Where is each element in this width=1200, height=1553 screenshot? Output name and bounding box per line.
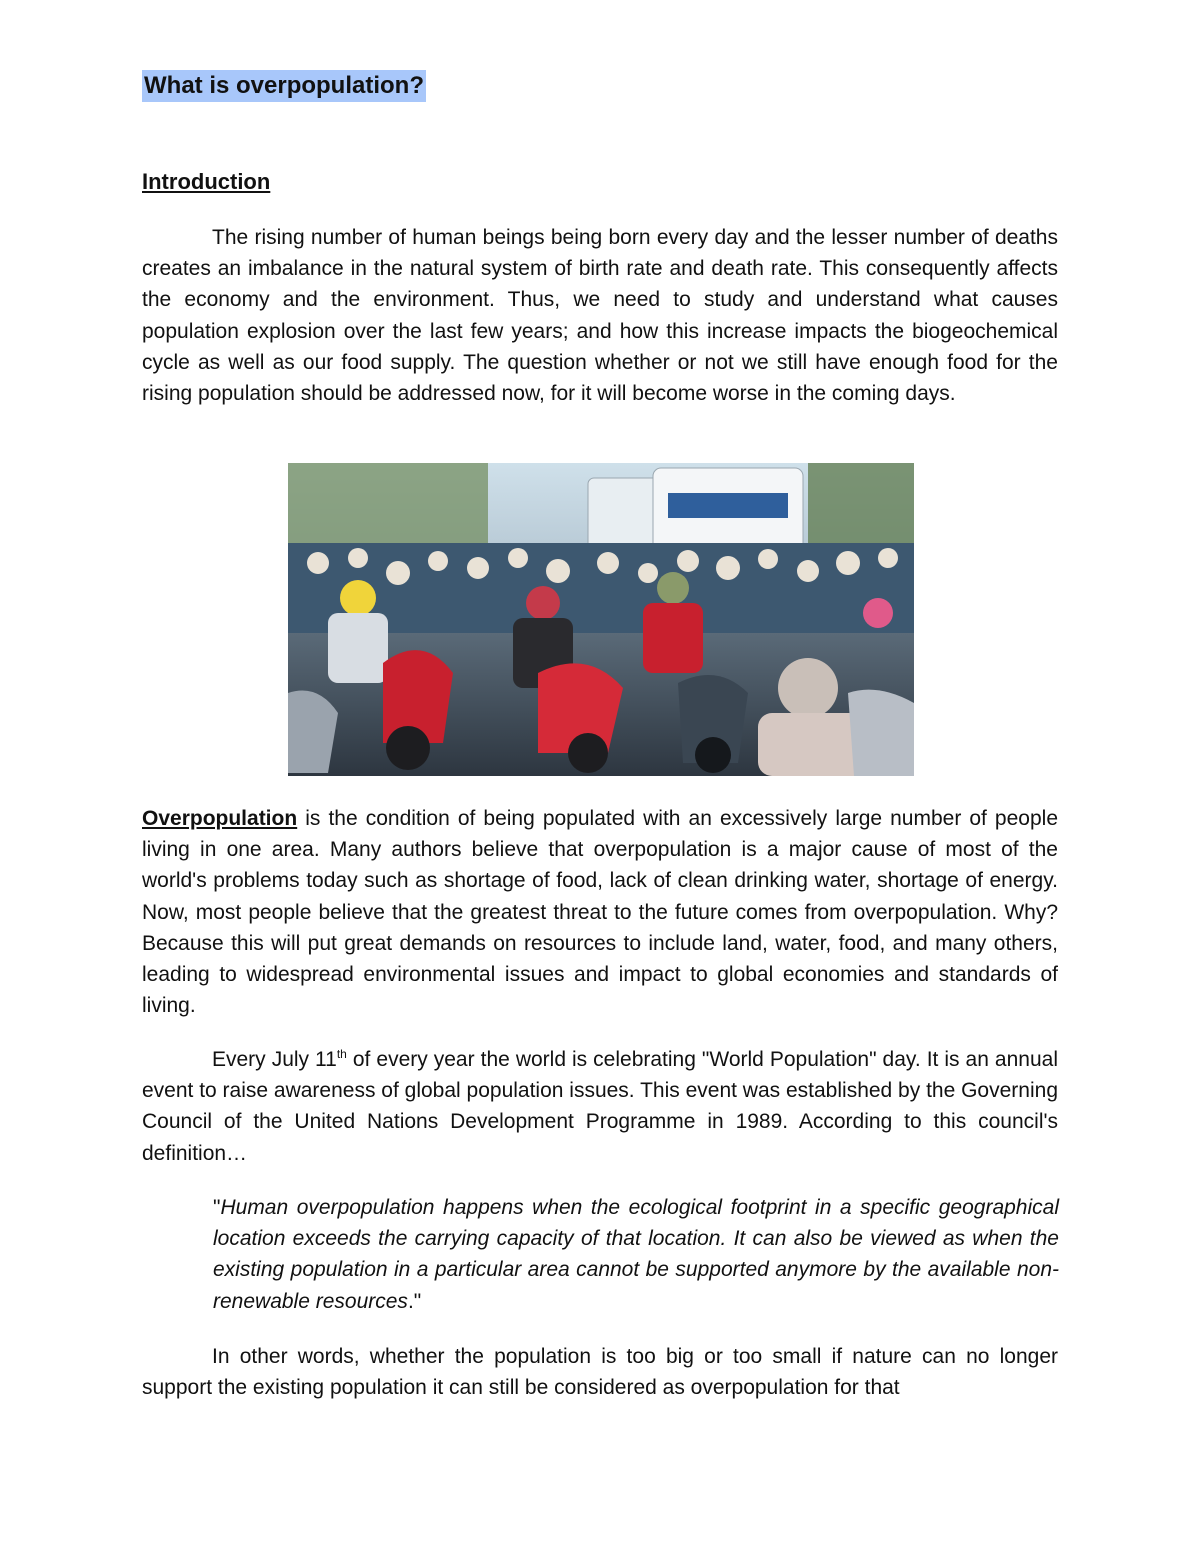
closing-paragraph: In other words, whether the population is too big or too small if nature can no longer support the existing population it can still be considered as overpopulation for that bbox=[142, 1345, 1058, 1400]
overpopulation-term: Overpopulation bbox=[142, 807, 298, 830]
quote-open-mark: " bbox=[213, 1196, 221, 1219]
definition-quote bbox=[213, 1192, 1059, 1317]
event-text-start: Every July 11 bbox=[212, 1048, 337, 1071]
world-population-day-paragraph bbox=[142, 1044, 1058, 1169]
event-text-rest: of every year the world is celebrating "World Population" day. It is an annual event to raise awareness of global population issues. This event was established by the Governing Council of the United Nations Development Programme in 1989. According to this council's definition… bbox=[142, 1048, 1058, 1165]
definition-text: is the condition of being populated with an excessively large number of people living in one area. Many authors believe that overpopulation is a major cause of most of the world's problems today such as shortage of food, lack of clean drinking water, shortage of energy. Now, most people believe that the greatest threat to the future comes from overpopulation. Why? Because this will put great demands on resources to include land, water, food, and many others, leading to widespread environmental issues and impact to global economies and standards of living. bbox=[142, 807, 1058, 1018]
quote-text: Human overpopulation happens when the ecological footprint in a specific geographical location exceeds the carrying capacity of that location. It can also be viewed as when the existing population in a particular area cannot be supported anymore by the available non-renewable resources bbox=[213, 1196, 1059, 1313]
definition-paragraph bbox=[142, 803, 1058, 1021]
introduction-paragraph: The rising number of human beings being born every day and the lesser number of deaths creates an imbalance in the natural system of birth rate and death rate. This consequently affects the economy and the environment. Thus, we need to study and understand what causes population explosion over the last few years; and how this increase impacts the biogeochemical cycle as well as our food supply. The question whether or not we still have enough food for the rising population should be addressed now, for it will become worse in the coming days. bbox=[142, 226, 1058, 406]
quote-close-mark: ." bbox=[407, 1289, 422, 1313]
crowded-motorbike-traffic-photo bbox=[288, 463, 914, 776]
date-superscript: th bbox=[336, 1047, 347, 1061]
introduction-heading: Introduction bbox=[142, 169, 271, 194]
page-title: What is overpopulation? bbox=[142, 70, 426, 102]
